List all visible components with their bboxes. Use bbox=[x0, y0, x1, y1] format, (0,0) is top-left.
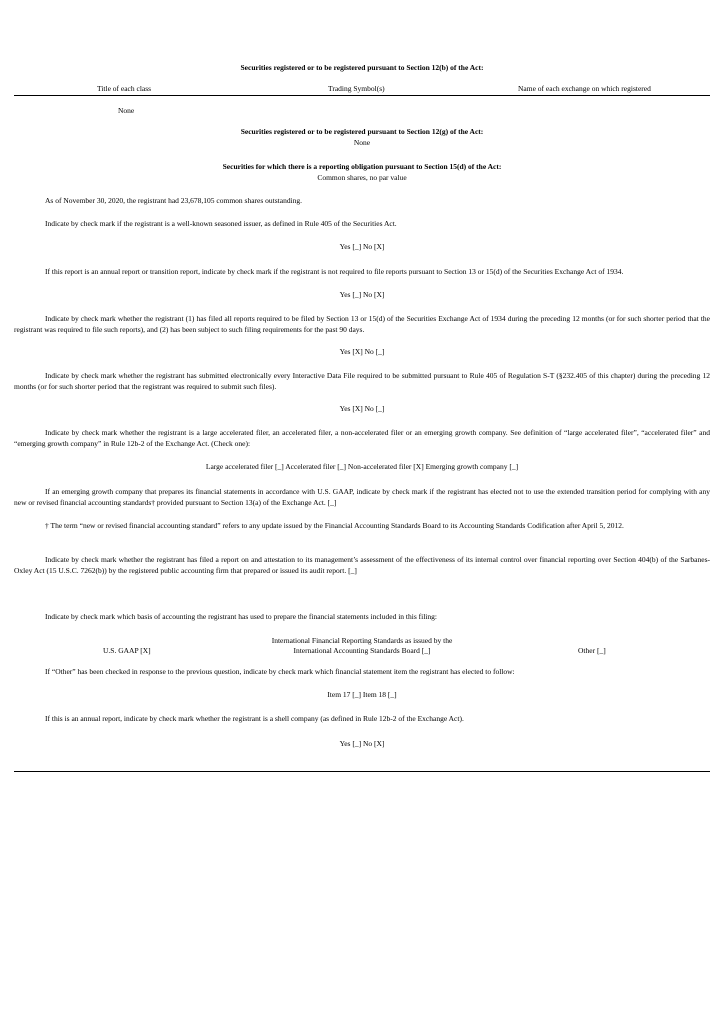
section-15d-heading: Securities for which there is a reporting obligation pursuant to Section 15(d) of the Act: bbox=[222, 162, 502, 171]
col-title-each-class: Title of each class bbox=[97, 84, 152, 93]
icfr-question: Indicate by check mark whether the registrant has filed a report on and attestation to its management’s assessment of the effectiveness of its internal control over financial reporting over Section 404(b) of the Sarbanes-Oxley Act (15 U.S.C. 7262(b)) by the registered public accounting firm that prepared or issued its audit report. [_] bbox=[14, 555, 710, 575]
table-header-rule bbox=[14, 95, 710, 96]
filed-all-question: Indicate by check mark whether the registrant (1) has filed all reports required to be filed by Section 13 or 15(d) of the Securities Exchange Act of 1934 during the preceding 12 months (or for such shorter period that the registrant was required to file such reports), and (2) has been subject to such filing requirements for the past 90 days. bbox=[14, 314, 710, 334]
item-election-question: If “Other” has been checked in response to the previous question, indicate by check mark which financial statement item the registrant has elected to follow: bbox=[45, 667, 515, 676]
not-required-answer: Yes [_] No [X] bbox=[339, 290, 385, 299]
not-required-question: If this report is an annual report or transition report, indicate by check mark if the registrant is not required to file reports pursuant to Section 13 or 15(d) of the Securities Exchange Act of 1934. bbox=[45, 267, 624, 276]
us-gaap-option: U.S. GAAP [X] bbox=[103, 646, 151, 655]
section-12b-heading: Securities registered or to be registered pursuant to Section 12(b) of the Act: bbox=[240, 63, 484, 72]
col-exchange-name: Name of each exchange on which registered bbox=[518, 84, 651, 93]
shell-company-question: If this is an annual report, indicate by check mark whether the registrant is a shell company (as defined in Rule 12b-2 of the Exchange Act). bbox=[45, 714, 464, 723]
accounting-basis-question: Indicate by check mark which basis of accounting the registrant has used to prepare the financial statements included in this filing: bbox=[45, 612, 437, 621]
section-12g-heading: Securities registered or to be registered pursuant to Section 12(g) of the Act: bbox=[240, 127, 484, 136]
wksi-answer: Yes [_] No [X] bbox=[339, 242, 385, 251]
cover-page-continued bbox=[14, 0, 710, 1024]
filer-type-question: Indicate by check mark whether the registrant is a large accelerated filer, an accelerated filer, a non-accelerated filer or an emerging growth company. See definition of “large accelerated filer”, “accelerated filer” and “emerging growth company” in Rule 12b-2 of the Exchange Act. (Check one): bbox=[14, 428, 710, 448]
accounting-standard-footnote: † The term “new or revised financial accounting standard” refers to any update issued by the Financial Accounting Standards Board to its Accounting Standards Codification after April 5, 2012. bbox=[45, 521, 624, 530]
filed-all-answer: Yes [X] No [_] bbox=[339, 347, 385, 356]
interactive-data-question: Indicate by check mark whether the registrant has submitted electronically every Interactive Data File required to be submitted pursuant to Rule 405 of Regulation S-T (§232.405 of this chapter) during the preceding 12 months (or for such shorter period that the registrant was required to submit such files). bbox=[14, 371, 710, 391]
interactive-data-answer: Yes [X] No [_] bbox=[339, 404, 385, 413]
section-12b-value: None bbox=[118, 106, 135, 115]
filer-type-answer: Large accelerated filer [_] Accelerated filer [_] Non-accelerated filer [X] Emerging growth company [_] bbox=[205, 462, 519, 471]
other-option: Other [_] bbox=[578, 646, 606, 655]
wksi-question: Indicate by check mark if the registrant is a well-known seasoned issuer, as defined in Rule 405 of the Securities Act. bbox=[45, 219, 397, 228]
shell-company-answer: Yes [_] No [X] bbox=[339, 739, 385, 748]
section-15d-value: Common shares, no par value bbox=[317, 173, 407, 182]
section-12g-value: None bbox=[353, 138, 371, 147]
item-election-answer: Item 17 [_] Item 18 [_] bbox=[327, 690, 397, 699]
col-trading-symbol: Trading Symbol(s) bbox=[328, 84, 385, 93]
bottom-rule bbox=[14, 771, 710, 772]
ifrs-option-line1: International Financial Reporting Standards as issued by the bbox=[271, 636, 453, 645]
ifrs-option-line2: International Accounting Standards Board [_] bbox=[293, 646, 431, 655]
shares-outstanding: As of November 30, 2020, the registrant had 23,678,105 common shares outstanding. bbox=[45, 196, 303, 205]
egc-question: If an emerging growth company that prepares its financial statements in accordance with U.S. GAAP, indicate by check mark if the registrant has elected not to use the extended transition period for complying with any new or revised financial accounting standards† provided pursuant to Section 13(a) of the Exchange Act. [_] bbox=[14, 487, 710, 507]
